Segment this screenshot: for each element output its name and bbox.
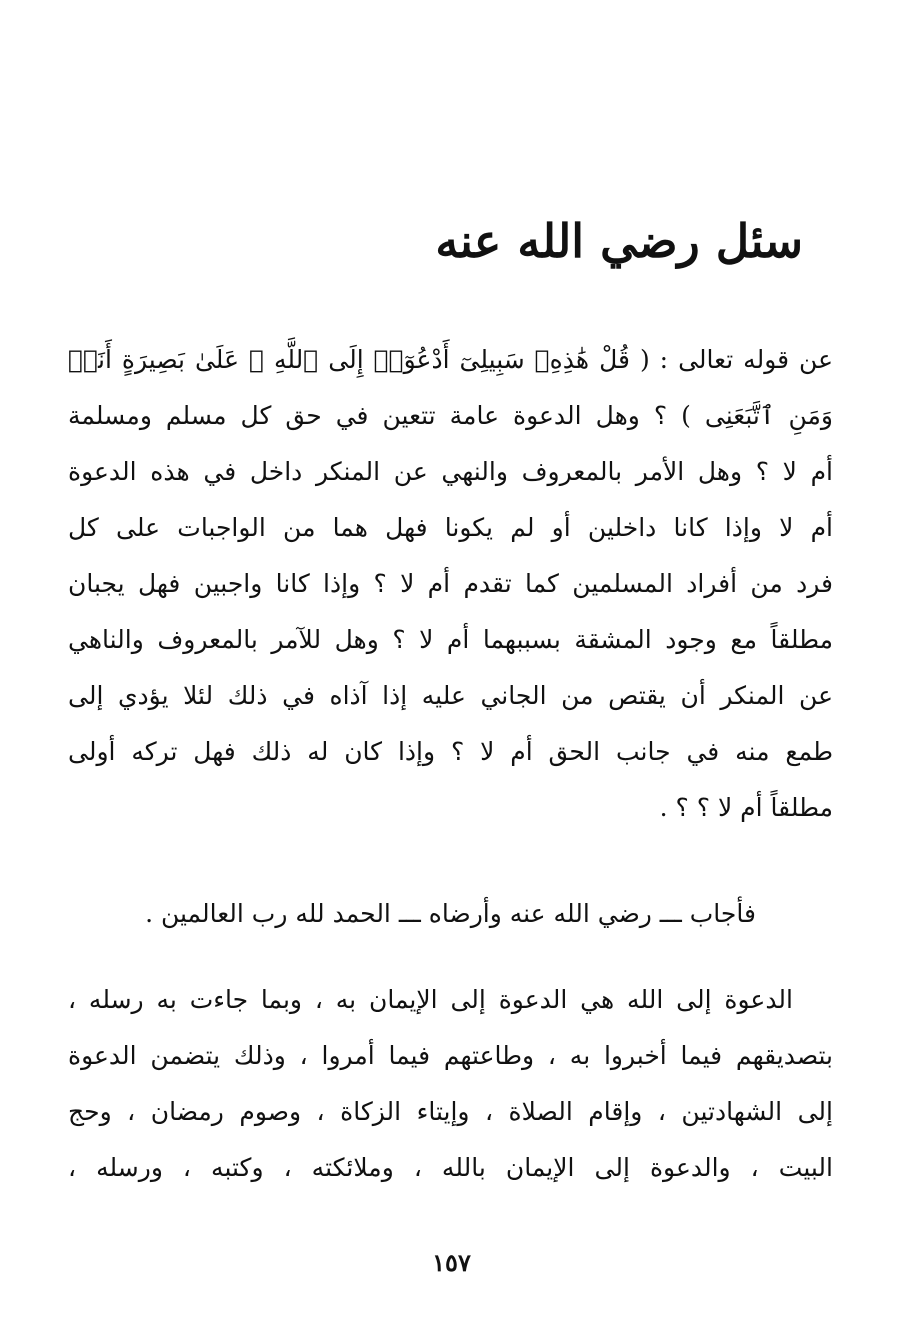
question-line: طمع منه في جانب الحق أم لا ؟ وإذا كان له ذلك فهل تركه أولى [68, 737, 833, 766]
question-line: فرد من أفراد المسلمين كما تقدم أم لا ؟ وإذا كانا واجبين فهل يجبان [68, 569, 833, 598]
page-number: ١٥٧ [432, 1248, 471, 1277]
question-line: عن قوله تعالى : ( قُلْ هَٰذِهِۦ سَبِيلِىٓ أَدْعُوٓا۟ إِلَى ٱللَّهِ ۚ عَلَىٰ بَصِيرَةٍ أَنَا۠ [68, 345, 833, 374]
question-line: عن المنكر أن يقتص من الجاني عليه إذا آذاه في ذلك لئلا يؤدي إلى [68, 681, 833, 710]
answer-line: بتصديقهم فيما أخبروا به ، وطاعتهم فيما أمروا ، وذلك يتضمن الدعوة [68, 1041, 833, 1070]
answer-paragraph [68, 972, 833, 1196]
section-heading: سئل رضي الله عنه [435, 214, 803, 268]
question-paragraph [68, 332, 833, 836]
answer-intro: فأجاب ـــ رضي الله عنه وأرضاه ـــ الحمد لله رب العالمين . [145, 899, 756, 928]
question-line: مطلقاً أم لا ؟ ؟ . [659, 793, 833, 822]
question-line: أم لا وإذا كانا داخلين أو لم يكونا فهل هما من الواجبات على كل [68, 513, 833, 542]
question-line: وَمَنِ ٱتَّبَعَنِى ) ؟ وهل الدعوة عامة تتعين في حق كل مسلم ومسلمة [68, 401, 833, 430]
question-line: مطلقاً مع وجود المشقة بسببهما أم لا ؟ وهل للآمر بالمعروف والناهي [68, 625, 833, 654]
question-line: أم لا ؟ وهل الأمر بالمعروف والنهي عن المنكر داخل في هذه الدعوة [68, 457, 833, 486]
answer-line: البيت ، والدعوة إلى الإيمان بالله ، وملائكته ، وكتبه ، ورسله ، [68, 1153, 833, 1182]
answer-line: إلى الشهادتين ، وإقام الصلاة ، وإيتاء الزكاة ، وصوم رمضان ، وحج [68, 1097, 833, 1126]
answer-line: الدعوة إلى الله هي الدعوة إلى الإيمان به ، وبما جاءت به رسله ، [68, 985, 793, 1014]
